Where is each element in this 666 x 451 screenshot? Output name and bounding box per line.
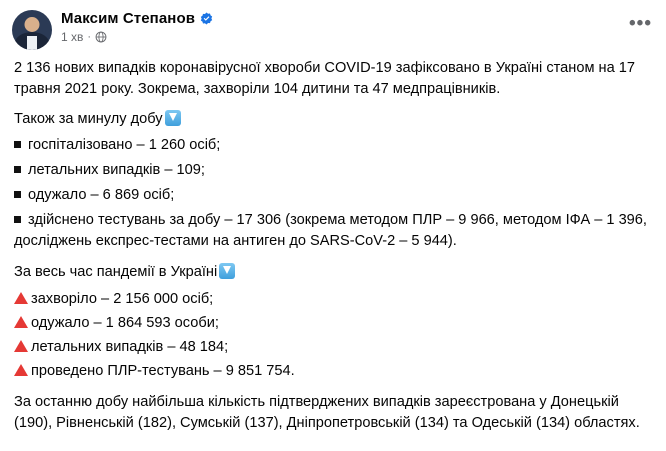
total-heading-text: За весь час пандемії в Україні [14,264,218,280]
avatar-face-shape [25,17,40,32]
daily-item-3 [14,210,652,252]
square-bullet-icon [14,191,21,198]
post-author-name[interactable]: Максим Степанов [61,10,196,27]
author-row [61,11,213,26]
red-triangle-icon [14,340,28,352]
daily-section-heading [14,109,652,130]
total-item-1-text: одужало – 1 864 593 особи; [31,315,219,331]
daily-item-2 [14,185,652,206]
total-item-2 [14,337,652,358]
total-item-3 [14,361,652,382]
total-item-0 [14,289,652,310]
verified-badge-icon [200,12,213,25]
globe-icon[interactable] [95,31,107,43]
red-triangle-icon [14,364,28,376]
daily-item-0 [14,135,652,156]
daily-heading-text: Також за минулу добу [14,111,163,127]
post-header [0,0,666,54]
square-bullet-icon [14,216,21,223]
square-bullet-icon [14,141,21,148]
post-options-menu-button[interactable]: ••• [629,13,652,34]
post-timestamp[interactable]: 1 хв [61,30,84,44]
down-arrow-emoji-icon [165,110,181,126]
total-item-3-text: проведено ПЛР-тестувань – 9 851 754. [31,363,295,379]
daily-item-3-text: здійснено тестувань за добу – 17 306 (зокрема методом ПЛР – 9 966, методом ІФА – 1 396, досліджень експрес-тестами на антиген до SARS-CoV-2 – 5 944). [14,212,647,249]
down-arrow-emoji-icon [219,263,235,279]
post-body [0,54,666,451]
avatar[interactable] [12,10,52,50]
daily-item-2-text: одужало – 6 869 осіб; [28,187,175,203]
post-meta-row [61,30,213,44]
red-triangle-icon [14,316,28,328]
post-intro-paragraph: 2 136 нових випадків коронавірусної хвороби COVID-19 зафіксовано в Україні станом на 17 травня 2021 року. Зокрема, захворіли 104 дитини та 47 медпрацівників. [14,60,636,97]
avatar-shirt-shape [27,36,37,50]
square-bullet-icon [14,166,21,173]
daily-item-0-text: госпіталізовано – 1 260 осіб; [28,137,221,153]
total-item-0-text: захворіло – 2 156 000 осіб; [31,291,214,307]
total-item-1 [14,313,652,334]
daily-item-1-text: летальних випадків – 109; [28,162,205,178]
meta-separator: · [87,31,92,43]
total-item-2-text: летальних випадків – 48 184; [31,339,229,355]
post-footer-paragraph: За останню добу найбільша кількість підтверджених випадків зареєстрована у Донецькій (190), Рівненській (182), Сумській (137), Дніпропетровській (134) та Одеській (134) областях. [14,394,640,431]
daily-item-1 [14,160,652,181]
post-header-text [61,10,213,44]
total-section-heading [14,262,652,283]
red-triangle-icon [14,292,28,304]
